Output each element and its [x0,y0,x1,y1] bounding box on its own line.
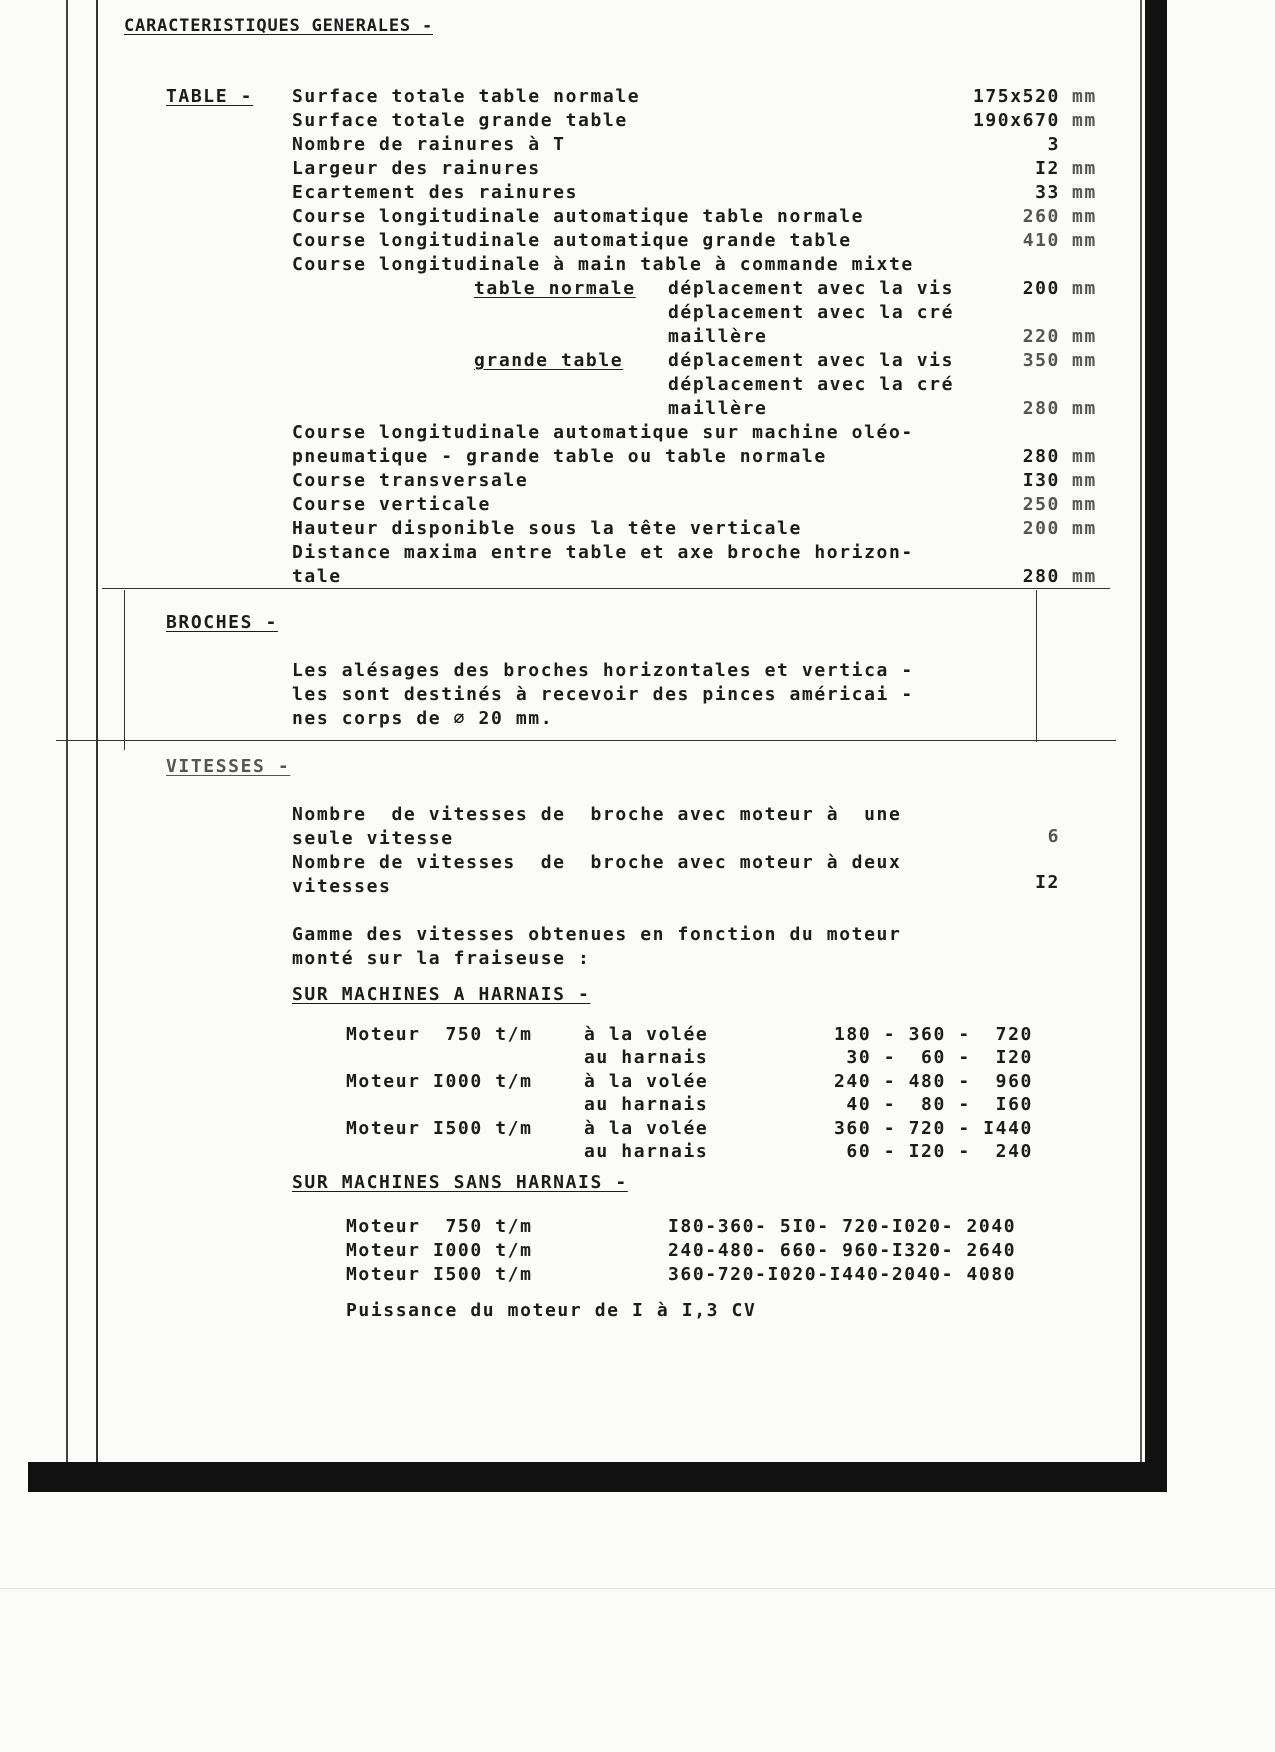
table-row-value: 190x670 [972,110,1060,131]
speed-values: 40 - 80 - I60 [834,1094,1033,1115]
table-row-label: Distance maxima entre table et axe broche horizon- [292,542,914,563]
broches-heading: BROCHES - [166,612,278,633]
cre-text-cont: maillère [668,398,768,419]
table-row-value: 175x520 [972,86,1060,107]
mode-label: au harnais [584,1141,709,1162]
table-row-unit: mm [1072,230,1097,251]
moteur-label: Moteur I000 t/m [346,1240,533,1261]
mode-label: à la volée [584,1118,709,1139]
table-row-label: Hauteur disponible sous la tête verticale [292,518,802,539]
table-row-label: Course longitudinale automatique table normale [292,206,865,227]
mode-label: au harnais [584,1094,709,1115]
speed-values: 360-720-I020-I440-2040- 4080 [668,1264,1017,1285]
table-row-value: 410 [1022,230,1060,251]
mode-label: à la volée [584,1071,709,1092]
frame-left-line-inner [96,0,98,1462]
gamme-line: Gamme des vitesses obtenues en fonction du moteur [292,924,902,945]
table-row-value: I2 [1035,158,1060,179]
box-left-edge [124,590,125,750]
table-row-value: 280 [1022,566,1060,587]
vis-text: déplacement avec la vis [668,278,955,299]
table-normale-label: table normale [474,278,636,299]
table-row-value: 280 [1022,446,1060,467]
table-row-value: 33 [1035,182,1060,203]
page-title: CARACTERISTIQUES GENERALES - [124,16,433,36]
harnais-heading: SUR MACHINES A HARNAIS - [292,984,591,1005]
box-right-edge [1036,590,1037,742]
table-row-value: 260 [1022,206,1060,227]
table-row-label: Surface totale grande table [292,110,628,131]
table-row-unit: mm [1072,446,1097,467]
table-row-value: 200 [1022,518,1060,539]
cre-unit: mm [1072,398,1097,419]
table-row-label: pneumatique - grande table ou table normale [292,446,827,467]
divider-rule [56,740,1116,741]
table-row-label: Course verticale [292,494,491,515]
table-row-value: I30 [1022,470,1060,491]
vitesses-nb2-line: Nombre de vitesses de broche avec moteur à deux [292,852,902,873]
table-row-unit: mm [1072,494,1097,515]
vitesses-nb1-line: seule vitesse [292,828,454,849]
table-row-unit: mm [1072,518,1097,539]
table-row-unit: mm [1072,110,1097,131]
table-row-label: Surface totale table normale [292,86,641,107]
speed-values: 360 - 720 - I440 [834,1118,1033,1139]
cre-unit: mm [1072,326,1097,347]
table-row-label: Course transversale [292,470,529,491]
vis-value: 200 [1022,278,1060,299]
table-row-unit: mm [1072,158,1097,179]
cre-value: 220 [1022,326,1060,347]
vitesses-heading: VITESSES - [166,756,291,777]
speed-values: 60 - I20 - 240 [834,1141,1033,1162]
moteur-label: Moteur 750 t/m [346,1024,533,1045]
cre-text: déplacement avec la cré [668,302,955,323]
table-row-label: Nombre de rainures à T [292,134,566,155]
vis-unit: mm [1072,350,1097,371]
mode-label: au harnais [584,1047,709,1068]
puissance-text: Puissance du moteur de I à I,3 CV [346,1300,757,1321]
table-row-label: tale [292,566,342,587]
grande-table-label: grande table [474,350,624,371]
sans-harnais-heading: SUR MACHINES SANS HARNAIS - [292,1172,628,1193]
speed-values: 240-480- 660- 960-I320- 2640 [668,1240,1017,1261]
cre-text-cont: maillère [668,326,768,347]
moteur-label: Moteur I500 t/m [346,1118,533,1139]
speed-values: 30 - 60 - I20 [834,1047,1033,1068]
speed-values: 180 - 360 - 720 [834,1024,1033,1045]
vis-unit: mm [1072,278,1097,299]
vitesses-nb2-value: I2 [1035,872,1060,893]
table-row-value: 3 [1047,134,1060,155]
cre-value: 280 [1022,398,1060,419]
broches-line: Les alésages des broches horizontales et vertica - [292,660,914,681]
vitesses-nb1-line: Nombre de vitesses de broche avec moteur à une [292,804,902,825]
frame-left-line [66,0,68,1462]
gamme-line: monté sur la fraiseuse : [292,948,591,969]
table-row-label: Largeur des rainures [292,158,541,179]
speed-values: I80-360- 5I0- 720-I020- 2040 [668,1216,1017,1237]
moteur-label: Moteur 750 t/m [346,1216,533,1237]
divider-rule [102,588,1110,589]
table-heading: TABLE - [166,86,254,107]
broches-line: les sont destinés à recevoir des pinces américai - [292,684,914,705]
vitesses-nb2-line: vitesses [292,876,392,897]
frame-right-line [1140,0,1142,1462]
vis-value: 350 [1022,350,1060,371]
table-row-unit: mm [1072,182,1097,203]
table-row-label: Course longitudinale automatique sur machine oléo- [292,422,914,443]
table-row-label: Course longitudinale automatique grande table [292,230,852,251]
table-row-unit: mm [1072,470,1097,491]
table-row-unit: mm [1072,206,1097,227]
table-row-label: Course longitudinale à main table à commande mixte [292,254,914,275]
mode-label: à la volée [584,1024,709,1045]
table-row-unit: mm [1072,566,1097,587]
frame-bottom-border [28,1462,1167,1492]
moteur-label: Moteur I000 t/m [346,1071,533,1092]
page-edge-line [0,1588,1275,1589]
vitesses-nb1-value: 6 [1047,826,1060,847]
frame-right-border [1145,0,1167,1492]
table-row-unit: mm [1072,86,1097,107]
moteur-label: Moteur I500 t/m [346,1264,533,1285]
cre-text: déplacement avec la cré [668,374,955,395]
speed-values: 240 - 480 - 960 [834,1071,1033,1092]
broches-line: nes corps de ∅ 20 mm. [292,708,554,729]
table-row-value: 250 [1022,494,1060,515]
table-row-label: Ecartement des rainures [292,182,579,203]
vis-text: déplacement avec la vis [668,350,955,371]
